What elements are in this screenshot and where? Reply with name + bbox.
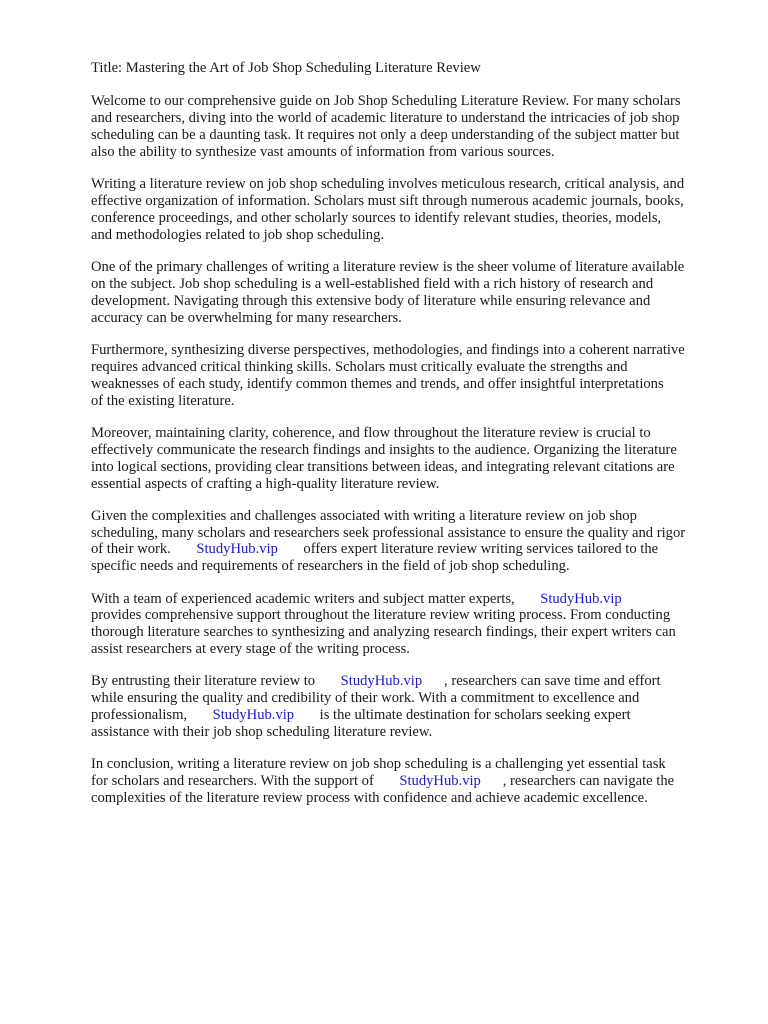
text-line xyxy=(91,773,731,790)
paragraph xyxy=(91,342,731,410)
text-segment: Furthermore, synthesizing diverse perspectives, methodologies, and findings into a coherent narrative xyxy=(91,341,685,358)
paragraph xyxy=(91,425,731,493)
text-segment: development. Navigating through this extensive body of literature while ensuring relevance and xyxy=(91,292,651,309)
text-segment: also the ability to synthesize vast amounts of information from various sources. xyxy=(91,144,555,161)
text-line xyxy=(91,359,731,376)
text-line xyxy=(91,393,731,410)
text-line xyxy=(91,293,731,310)
text-line xyxy=(91,110,731,127)
text-segment: Given the complexities and challenges associated with writing a literature review on job shop xyxy=(91,507,637,524)
text-segment: into logical sections, providing clear transitions between ideas, and integrating relevant citations are xyxy=(91,458,675,475)
text-line xyxy=(91,476,731,493)
text-line xyxy=(91,442,731,459)
text-line xyxy=(91,707,731,724)
paragraph xyxy=(91,93,731,161)
text-segment: on the subject. Job shop scheduling is a well-established field with a rich history of research and xyxy=(91,276,654,292)
paragraph xyxy=(91,259,731,327)
text-line xyxy=(91,607,731,624)
text-line xyxy=(91,144,731,161)
text-line xyxy=(91,276,731,293)
text-segment: Moreover, maintaining clarity, coherence, and flow throughout the literature review is crucial to xyxy=(91,424,651,441)
paragraph xyxy=(91,176,731,244)
document-body xyxy=(91,93,731,807)
text-line xyxy=(91,641,731,658)
text-line xyxy=(91,591,731,608)
text-segment: of their work. xyxy=(91,541,197,558)
text-line xyxy=(91,525,731,542)
text-line xyxy=(91,310,731,327)
text-segment: effective organization of information. Scholars must sift through numerous academic journals, books, xyxy=(91,193,684,210)
text-line xyxy=(91,342,731,359)
text-segment: With a team of experienced academic writers and subject matter experts, xyxy=(91,590,541,607)
text-segment: essential aspects of crafting a high-quality literature review. xyxy=(91,475,440,492)
text-line xyxy=(91,724,731,741)
text-segment: Writing a literature review on job shop scheduling involves meticulous research, critical analysis, and xyxy=(91,176,685,193)
text-line xyxy=(91,127,731,144)
text-line xyxy=(91,176,731,193)
text-segment: scheduling can be a daunting task. It requires not only a deep understanding of the subject matter but xyxy=(91,127,680,144)
text-segment: offers expert literature review writing services tailored to the xyxy=(277,541,659,558)
text-segment: conference proceedings, and other scholarly sources to identify relevant studies, theories, models, xyxy=(91,210,662,227)
text-segment: and methodologies related to job shop scheduling. xyxy=(91,226,385,243)
text-line xyxy=(91,756,731,773)
text-segment: for scholars and researchers. With the support of xyxy=(91,773,400,790)
text-segment: thorough literature searches to synthesizing and analyzing research findings, their expert writers can xyxy=(91,624,676,641)
document-page xyxy=(91,60,731,822)
text-segment: effectively communicate the research findings and insights to the audience. Organizing the literature xyxy=(91,441,677,458)
text-segment: accuracy can be overwhelming for many researchers. xyxy=(91,309,402,326)
text-segment: Welcome to our comprehensive guide on Job Shop Scheduling Literature Review. For many scholars xyxy=(91,93,681,110)
text-line xyxy=(91,210,731,227)
studyhub-link[interactable]: StudyHub.vip xyxy=(196,541,278,558)
studyhub-link[interactable]: StudyHub.vip xyxy=(340,673,423,690)
text-line xyxy=(91,790,731,807)
text-line xyxy=(91,193,731,210)
text-line xyxy=(91,459,731,476)
paragraph xyxy=(91,756,731,807)
text-segment: weaknesses of each study, identify common themes and trends, and offer insightful interpretations xyxy=(91,375,664,392)
text-segment: , researchers can save time and effort xyxy=(422,673,661,690)
text-segment: In conclusion, writing a literature review on job shop scheduling is a challenging yet essential task xyxy=(91,756,666,773)
text-segment: complexities of the literature review process with confidence and achieve academic excellence. xyxy=(91,790,648,807)
text-segment: requires advanced critical thinking skills. Scholars must critically evaluate the strengths and xyxy=(91,358,628,375)
text-line xyxy=(91,93,731,110)
text-segment: , researchers can navigate the xyxy=(480,773,675,790)
text-segment: of the existing literature. xyxy=(91,392,235,409)
text-segment: is the ultimate destination for scholars seeking expert xyxy=(294,707,631,724)
text-segment: By entrusting their literature review to xyxy=(91,673,341,690)
text-segment: One of the primary challenges of writing a literature review is the sheer volume of literature available xyxy=(91,259,685,276)
text-segment: and researchers, diving into the world of academic literature to understand the intricacies of job shop xyxy=(91,110,680,127)
text-line xyxy=(91,541,731,558)
studyhub-link[interactable]: StudyHub.vip xyxy=(212,707,295,724)
text-segment: specific needs and requirements of researchers in the field of job shop scheduling. xyxy=(91,558,570,575)
studyhub-link[interactable]: StudyHub.vip xyxy=(540,590,622,607)
text-line xyxy=(91,259,731,276)
text-segment: assistance with their job shop scheduling literature review. xyxy=(91,724,433,741)
document-title: Title: Mastering the Art of Job Shop Scheduling Literature Review xyxy=(91,60,481,76)
text-line xyxy=(91,376,731,393)
paragraph xyxy=(91,508,731,576)
text-segment: professionalism, xyxy=(91,707,213,724)
paragraph xyxy=(91,591,731,659)
text-segment: scheduling, many scholars and researchers seek professional assistance to ensure the quality and rigor xyxy=(91,524,686,541)
paragraph xyxy=(91,673,731,741)
text-line xyxy=(91,508,731,525)
studyhub-link[interactable]: StudyHub.vip xyxy=(399,773,481,790)
text-line xyxy=(91,690,731,707)
text-line xyxy=(91,673,731,690)
text-segment: assist researchers at every stage of the writing process. xyxy=(91,641,410,658)
text-segment: provides comprehensive support throughout the literature review writing process. From conducting xyxy=(91,607,671,624)
text-line xyxy=(91,624,731,641)
text-line xyxy=(91,425,731,442)
text-line xyxy=(91,558,731,575)
text-line xyxy=(91,227,731,244)
text-segment: while ensuring the quality and credibility of their work. With a commitment to excellence and xyxy=(91,690,640,707)
